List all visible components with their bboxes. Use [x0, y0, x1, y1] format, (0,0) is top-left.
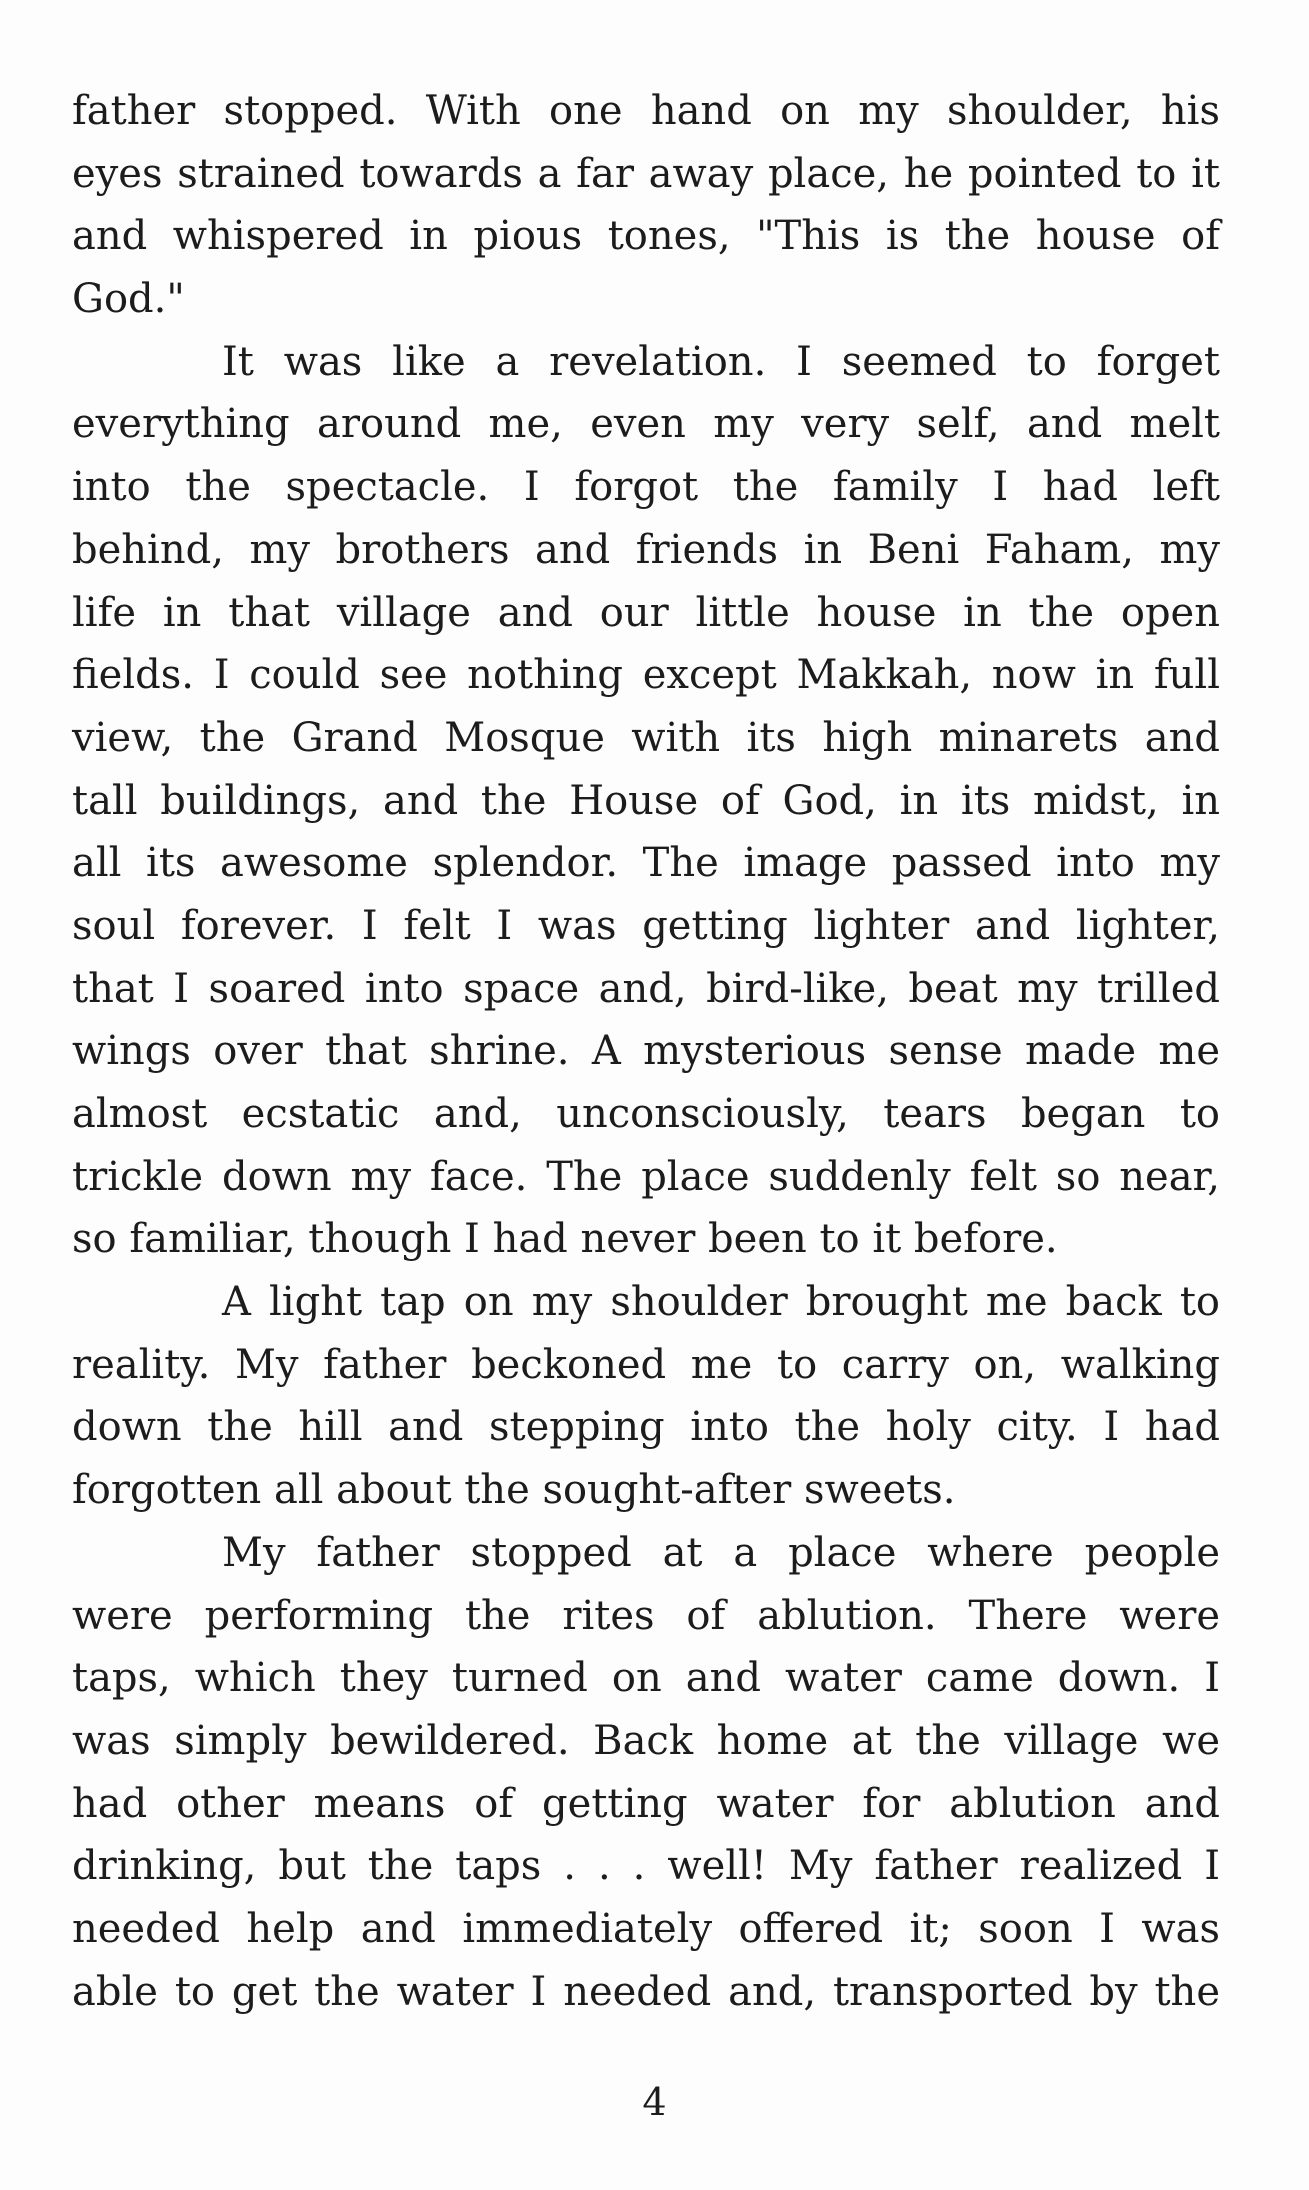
text-line: soul forever. I felt I was getting lighter and lighter, — [72, 902, 1220, 949]
text-line: God." — [72, 276, 185, 323]
text-line: had other means of getting water for ablution and — [72, 1780, 1220, 1827]
text-line: fields. I could see nothing except Makkah, now in full — [72, 652, 1220, 699]
text-line: so familiar, though I had never been to it before. — [72, 1216, 1058, 1263]
page-number: 4 — [642, 2080, 667, 2124]
text-line: taps, which they turned on and water came down. I — [72, 1655, 1220, 1702]
text-line: tall buildings, and the House of God, in its midst, in — [72, 777, 1220, 824]
text-line: It was like a revelation. I seemed to forget — [222, 338, 1220, 385]
text-line: A light tap on my shoulder brought me back to — [222, 1279, 1220, 1326]
text-line: all its awesome splendor. The image passed into my — [72, 840, 1220, 887]
text-line: My father stopped at a place where people — [222, 1529, 1220, 1576]
text-line: and whispered in pious tones, "This is the house of — [72, 213, 1220, 260]
text-line: father stopped. With one hand on my shoulder, his — [72, 88, 1220, 134]
text-line: needed help and immediately offered it; soon I was — [72, 1905, 1220, 1952]
text-line: trickle down my face. The place suddenly felt so near, — [72, 1153, 1220, 1200]
text-line: that I soared into space and, bird-like, beat my trilled — [72, 965, 1220, 1012]
body-text — [72, 80, 1220, 2023]
text-line: drinking, but the taps . . . well! My father realized I — [72, 1843, 1220, 1890]
text-line: into the spectacle. I forgot the family I had left — [72, 464, 1220, 511]
text-line: able to get the water I needed and, transported by the — [72, 1968, 1220, 2015]
text-line: view, the Grand Mosque with its high minarets and — [72, 714, 1220, 761]
text-line: eyes strained towards a far away place, he pointed to it — [72, 150, 1220, 197]
text-line: everything around me, even my very self, and melt — [72, 401, 1220, 448]
text-line: wings over that shrine. A mysterious sense made me — [72, 1028, 1220, 1075]
text-line: forgotten all about the sought-after sweets. — [72, 1467, 956, 1514]
text-line: down the hill and stepping into the holy city. I had — [72, 1404, 1220, 1451]
text-line: was simply bewildered. Back home at the village we — [72, 1717, 1220, 1764]
text-line: almost ecstatic and, unconsciously, tears began to — [72, 1091, 1220, 1137]
text-line: behind, my brothers and friends in Beni Faham, my — [72, 526, 1220, 573]
text-line: were performing the rites of ablution. There were — [72, 1592, 1220, 1639]
text-line: reality. My father beckoned me to carry on, walking — [72, 1341, 1220, 1388]
text-line: life in that village and our little house in the open — [72, 589, 1220, 636]
